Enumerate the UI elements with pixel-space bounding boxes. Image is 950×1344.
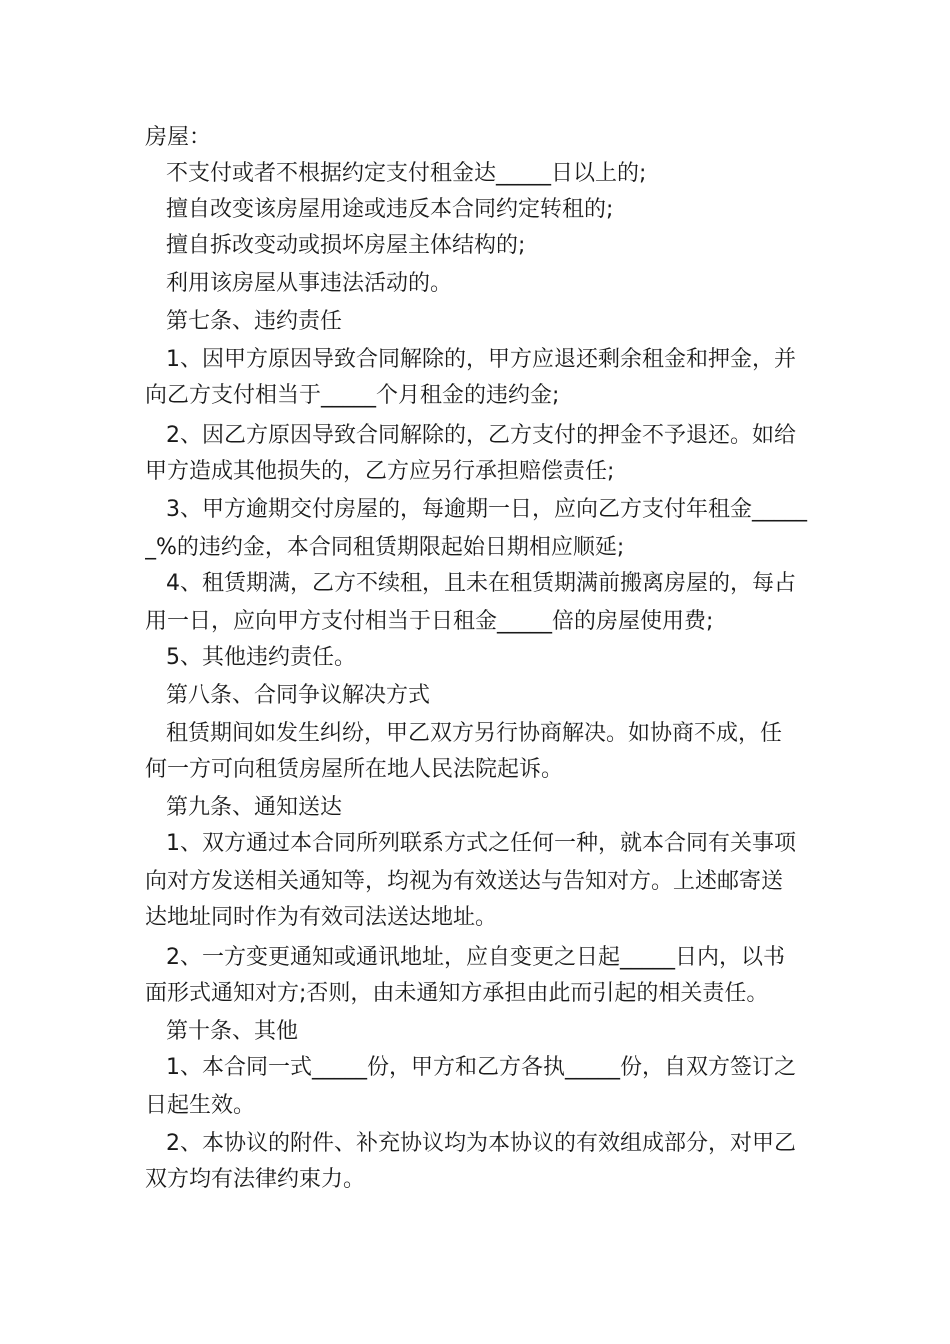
text-line: 1、本合同一式_____份，甲方和乙方各执_____份，自双方签订之 [145,1055,796,1080]
text-line: 甲方造成其他损失的，乙方应另行承担赔偿责任; [145,459,615,484]
text-line: 不支付或者不根据约定支付租金达_____日以上的; [145,161,647,186]
text-line: 用一日，应向甲方支付相当于日租金_____倍的房屋使用费; [145,609,714,634]
section-heading: 第十条、其他 [145,1019,298,1044]
text-line: 租赁期间如发生纠纷，甲乙双方另行协商解决。如协商不成，任 [145,721,782,746]
text-line: 面形式通知对方;否则，由未通知方承担由此而引起的相关责任。 [145,981,769,1006]
text-line: 擅自改变该房屋用途或违反本合同约定转租的; [145,197,614,222]
text-line: 向乙方支付相当于_____个月租金的违约金; [145,383,560,408]
text-line: 擅自拆改变动或损坏房屋主体结构的; [145,233,526,258]
text-line: 何一方可向租赁房屋所在地人民法院起诉。 [145,757,564,782]
text-line: 2、本协议的附件、补充协议均为本协议的有效组成部分，对甲乙 [145,1131,796,1156]
text-line: 5、其他违约责任。 [145,645,356,670]
text-line: 日起生效。 [145,1093,256,1118]
text-line: _%的违约金，本合同租赁期限起始日期相应顺延; [145,535,625,560]
text-line: 3、甲方逾期交付房屋的，每逾期一日，应向乙方支付年租金_____ [145,497,807,522]
text-line: 1、因甲方原因导致合同解除的，甲方应退还剩余租金和押金，并 [145,347,796,372]
section-heading: 第八条、合同争议解决方式 [145,683,430,708]
section-heading: 第九条、通知送达 [145,795,342,820]
text-line: 1、双方通过本合同所列联系方式之任何一种，就本合同有关事项 [145,831,796,856]
text-line: 双方均有法律约束力。 [145,1167,366,1192]
text-line: 利用该房屋从事违法活动的。 [145,271,452,296]
text-line: 2、一方变更通知或通讯地址，应自变更之日起_____日内，以书 [145,945,785,970]
text-line: 达地址同时作为有效司法送达地址。 [145,905,498,930]
text-line: 向对方发送相关通知等，均视为有效送达与告知对方。上述邮寄送 [145,869,784,894]
text-line: 2、因乙方原因导致合同解除的，乙方支付的押金不予退还。如给 [145,423,796,448]
text-line: 4、租赁期满，乙方不续租，且未在租赁期满前搬离房屋的，每占 [145,571,796,596]
text-line: 房屋： [145,125,212,150]
section-heading: 第七条、违约责任 [145,309,342,334]
